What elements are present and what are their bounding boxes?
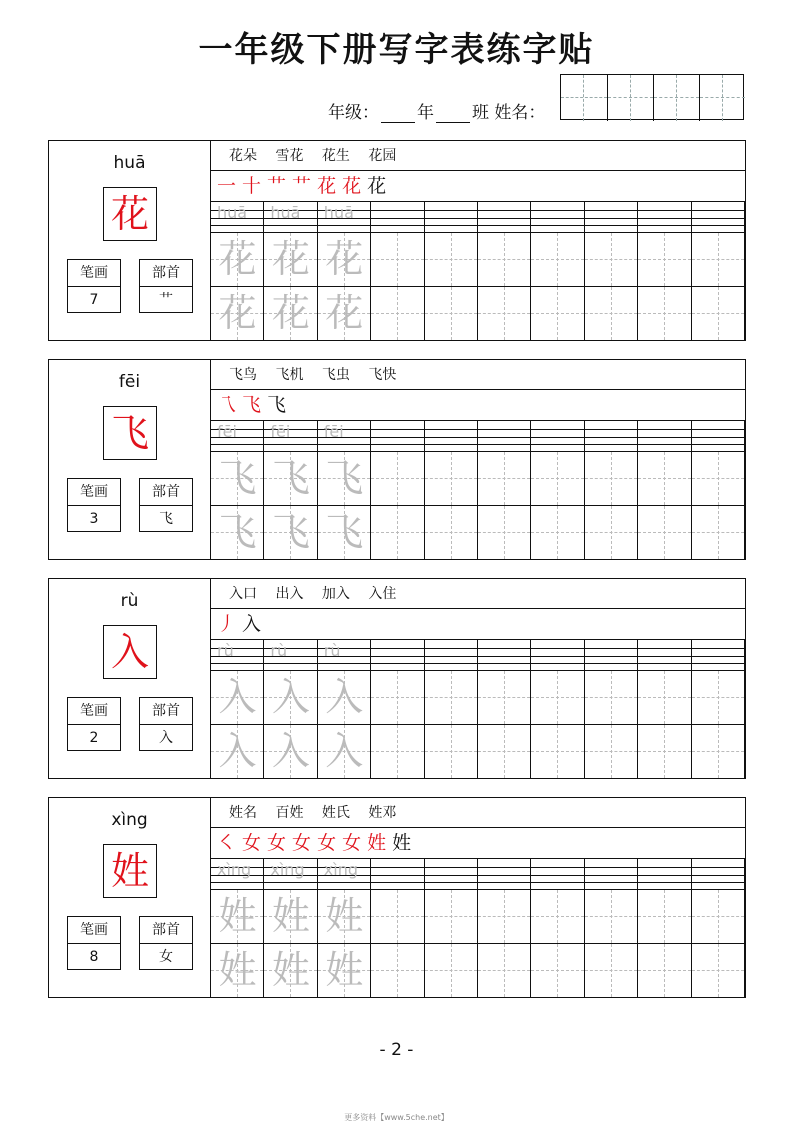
radical-label: 部首 (140, 260, 192, 287)
tian-grid-cell[interactable] (692, 724, 744, 778)
pinyin-practice-row[interactable] (211, 421, 263, 451)
practice-column[interactable] (478, 202, 531, 340)
tian-grid-cell[interactable] (264, 505, 316, 559)
practice-column[interactable] (531, 421, 584, 559)
character-block (48, 140, 746, 341)
tian-grid-cell[interactable] (531, 505, 583, 559)
tian-grid-cell[interactable] (638, 451, 690, 505)
tian-grid-cell[interactable] (585, 724, 637, 778)
tian-grid-cell[interactable] (425, 451, 477, 505)
pinyin-practice-row[interactable] (531, 421, 583, 451)
pinyin-practice-row[interactable] (318, 202, 370, 232)
tian-grid-cell[interactable] (318, 505, 370, 559)
tian-grid-cell[interactable] (585, 670, 637, 724)
practice-column[interactable] (692, 640, 745, 778)
trace-pinyin: xìng (323, 860, 359, 879)
trace-pinyin: rù (270, 641, 288, 660)
trace-pinyin: huā (270, 203, 301, 222)
pinyin-practice-row[interactable] (318, 859, 370, 889)
practice-column[interactable] (264, 640, 317, 778)
tian-grid-cell[interactable] (211, 451, 263, 505)
model-character: 姓 (103, 844, 157, 898)
pinyin-practice-row[interactable] (531, 202, 583, 232)
example-words: 入口 出入 加入 入住 (211, 579, 745, 609)
practice-column[interactable] (638, 640, 691, 778)
radical-value: 女 (159, 949, 173, 965)
name-cell[interactable] (653, 75, 699, 121)
tian-grid-cell[interactable] (531, 943, 583, 997)
name-label: 姓名： (494, 103, 546, 123)
practice-column[interactable] (318, 640, 371, 778)
student-info (328, 98, 545, 123)
tian-grid-cell[interactable] (211, 943, 263, 997)
pinyin-practice-row[interactable] (211, 859, 263, 889)
char-info-panel (49, 360, 211, 559)
tian-grid-cell[interactable] (425, 232, 477, 286)
stroke-count-box (67, 697, 121, 751)
tian-grid-cell[interactable] (211, 724, 263, 778)
model-character: 飞 (103, 406, 157, 460)
trace-character: 姓 (271, 948, 310, 992)
trace-character: 姓 (271, 894, 310, 938)
tian-grid-cell[interactable] (478, 232, 530, 286)
pinyin-practice-row[interactable] (318, 640, 370, 670)
trace-pinyin: xìng (270, 860, 305, 879)
stroke-count-value: 3 (89, 511, 99, 527)
stroke-step: 女 (342, 832, 362, 854)
tian-grid-cell[interactable] (425, 724, 477, 778)
tian-grid-cell[interactable] (211, 889, 263, 943)
practice-grid (211, 421, 745, 559)
stroke-count-box (67, 916, 121, 970)
stroke-order-row (211, 390, 745, 421)
practice-column[interactable] (318, 859, 371, 997)
tian-grid-cell[interactable] (692, 505, 744, 559)
pinyin-practice-row[interactable] (371, 640, 423, 670)
tian-grid-cell[interactable] (318, 670, 370, 724)
tian-grid-cell[interactable] (478, 724, 530, 778)
stroke-step: 女 (242, 832, 262, 854)
tian-grid-cell[interactable] (478, 889, 530, 943)
name-cell[interactable] (699, 75, 745, 121)
trace-pinyin: fēi (270, 422, 291, 441)
tian-grid-cell[interactable] (692, 889, 744, 943)
practice-grid (211, 859, 745, 997)
practice-column[interactable] (638, 421, 691, 559)
tian-grid-cell[interactable] (371, 232, 423, 286)
stroke-step: 乁 (217, 394, 237, 416)
practice-column[interactable] (531, 202, 584, 340)
tian-grid-cell[interactable] (264, 724, 316, 778)
pinyin-practice-row[interactable] (692, 421, 744, 451)
pinyin-practice-row[interactable] (478, 859, 530, 889)
practice-column[interactable] (425, 859, 478, 997)
tian-grid-cell[interactable] (638, 943, 690, 997)
pinyin-practice-row[interactable] (638, 202, 690, 232)
tian-grid-cell[interactable] (371, 724, 423, 778)
practice-column[interactable] (638, 859, 691, 997)
stroke-step: 艹 (267, 175, 287, 197)
practice-column[interactable] (425, 640, 478, 778)
practice-column[interactable] (211, 640, 264, 778)
stroke-step: 飞 (267, 394, 287, 416)
stroke-step: 飞 (242, 394, 262, 416)
tian-grid-cell[interactable] (425, 286, 477, 340)
practice-column[interactable] (371, 859, 424, 997)
trace-character: 飞 (218, 456, 257, 500)
tian-grid-cell[interactable] (264, 451, 316, 505)
model-character: 入 (103, 625, 157, 679)
practice-column[interactable] (478, 640, 531, 778)
trace-character: 花 (325, 291, 364, 335)
tian-grid-cell[interactable] (264, 232, 316, 286)
pinyin-practice-row[interactable] (318, 421, 370, 451)
stroke-step: ㇛ (217, 832, 237, 854)
tian-grid-cell[interactable] (531, 451, 583, 505)
practice-column[interactable] (211, 421, 264, 559)
pinyin-practice-row[interactable] (531, 640, 583, 670)
page-title: 一年级下册写字表练字贴 (198, 30, 595, 70)
name-cell[interactable] (607, 75, 653, 121)
tian-grid-cell[interactable] (371, 670, 423, 724)
tian-grid-cell[interactable] (478, 670, 530, 724)
tian-grid-cell[interactable] (478, 286, 530, 340)
pinyin-practice-row[interactable] (638, 859, 690, 889)
name-cell[interactable] (561, 75, 607, 121)
trace-pinyin: huā (217, 203, 248, 222)
trace-character: 飞 (271, 456, 310, 500)
stroke-count-box (67, 478, 121, 532)
tian-grid-cell[interactable] (318, 889, 370, 943)
tian-grid-cell[interactable] (638, 724, 690, 778)
pinyin-practice-row[interactable] (478, 202, 530, 232)
trace-pinyin: huā (323, 203, 354, 222)
tian-grid-cell[interactable] (318, 724, 370, 778)
stroke-order-row (211, 609, 745, 640)
radical-box (139, 697, 193, 751)
tian-grid-cell[interactable] (692, 943, 744, 997)
tian-grid-cell[interactable] (638, 670, 690, 724)
trace-character: 入 (325, 675, 364, 719)
character-block (48, 578, 746, 779)
tian-grid-cell[interactable] (425, 670, 477, 724)
example-words: 飞鸟 飞机 飞虫 飞快 (211, 360, 745, 390)
practice-grid (211, 202, 745, 340)
tian-grid-cell[interactable] (692, 451, 744, 505)
stroke-count-value: 2 (89, 730, 99, 746)
pinyin-practice-row[interactable] (425, 202, 477, 232)
pinyin-practice-row[interactable] (264, 202, 316, 232)
example-words: 花朵 雪花 花生 花园 (211, 141, 745, 171)
trace-character: 花 (271, 291, 310, 335)
pinyin: xìng (111, 810, 148, 830)
trace-character: 花 (325, 237, 364, 281)
grade-label: 年级： (328, 103, 379, 123)
practice-column[interactable] (478, 421, 531, 559)
trace-character: 花 (218, 291, 257, 335)
tian-grid-cell[interactable] (638, 232, 690, 286)
pinyin-practice-row[interactable] (478, 640, 530, 670)
stroke-step: 女 (267, 832, 287, 854)
radical-value: 艹 (159, 292, 173, 308)
practice-column[interactable] (692, 202, 745, 340)
character-block (48, 359, 746, 560)
tian-grid-cell[interactable] (638, 505, 690, 559)
pinyin-practice-row[interactable] (425, 640, 477, 670)
stroke-count-value: 7 (89, 292, 99, 308)
practice-column[interactable] (585, 640, 638, 778)
char-info-panel (49, 798, 211, 997)
tian-grid-cell[interactable] (264, 286, 316, 340)
tian-grid-cell[interactable] (531, 232, 583, 286)
stroke-step: 入 (242, 613, 262, 635)
class-blank[interactable] (436, 106, 470, 123)
tian-grid-cell[interactable] (264, 889, 316, 943)
radical-label: 部首 (140, 479, 192, 506)
tian-grid-cell[interactable] (531, 724, 583, 778)
grade-blank[interactable] (381, 106, 415, 123)
tian-grid-cell[interactable] (264, 943, 316, 997)
pinyin-practice-row[interactable] (371, 859, 423, 889)
tian-grid-cell[interactable] (585, 451, 637, 505)
pinyin-practice-row[interactable] (478, 421, 530, 451)
trace-character: 入 (218, 729, 257, 773)
pinyin: fēi (118, 372, 141, 392)
stroke-step: 丿 (217, 613, 237, 635)
practice-column[interactable] (318, 421, 371, 559)
tian-grid-cell[interactable] (425, 505, 477, 559)
pinyin-practice-row[interactable] (692, 859, 744, 889)
tian-grid-cell[interactable] (318, 232, 370, 286)
tian-grid-cell[interactable] (211, 232, 263, 286)
pinyin: rù (120, 591, 139, 611)
stroke-step: 花 (342, 175, 362, 197)
stroke-count-label: 笔画 (68, 698, 120, 725)
trace-character: 姓 (325, 948, 364, 992)
pinyin-practice-row[interactable] (371, 421, 423, 451)
stroke-count-label: 笔画 (68, 260, 120, 287)
tian-grid-cell[interactable] (692, 232, 744, 286)
trace-character: 姓 (218, 948, 257, 992)
pinyin-practice-row[interactable] (264, 859, 316, 889)
pinyin-practice-row[interactable] (425, 859, 477, 889)
pinyin-practice-row[interactable] (585, 202, 637, 232)
stroke-count-label: 笔画 (68, 917, 120, 944)
trace-character: 入 (325, 729, 364, 773)
tian-grid-cell[interactable] (531, 889, 583, 943)
tian-grid-cell[interactable] (585, 232, 637, 286)
trace-pinyin: rù (217, 641, 234, 660)
practice-column[interactable] (264, 859, 317, 997)
pinyin-practice-row[interactable] (264, 421, 316, 451)
trace-character: 姓 (218, 894, 257, 938)
radical-value: 飞 (159, 511, 173, 527)
stroke-step: 姓 (367, 832, 387, 854)
tian-grid-cell[interactable] (692, 670, 744, 724)
stroke-step: 姓 (392, 832, 412, 854)
tian-grid-cell[interactable] (531, 286, 583, 340)
pinyin-practice-row[interactable] (638, 421, 690, 451)
stroke-step: 一 (217, 175, 237, 197)
tian-grid-cell[interactable] (638, 889, 690, 943)
tian-grid-cell[interactable] (371, 943, 423, 997)
class-label: 班 (472, 103, 489, 123)
pinyin-practice-row[interactable] (692, 640, 744, 670)
pinyin-practice-row[interactable] (264, 640, 316, 670)
tian-grid-cell[interactable] (478, 451, 530, 505)
pinyin-practice-row[interactable] (585, 640, 637, 670)
page-number: - 2 - (379, 1040, 414, 1060)
stroke-step: 艹 (292, 175, 312, 197)
tian-grid-cell[interactable] (692, 286, 744, 340)
pinyin-practice-row[interactable] (585, 421, 637, 451)
name-writing-grid[interactable] (560, 74, 744, 120)
trace-character: 入 (271, 729, 310, 773)
stroke-step: 花 (367, 175, 387, 197)
practice-column[interactable] (211, 202, 264, 340)
tian-grid-cell[interactable] (371, 505, 423, 559)
trace-pinyin: xìng (217, 860, 252, 879)
practice-column[interactable] (425, 202, 478, 340)
stroke-count-label: 笔画 (68, 479, 120, 506)
pinyin-practice-row[interactable] (371, 202, 423, 232)
radical-value: 入 (159, 730, 173, 746)
trace-pinyin: fēi (217, 422, 237, 441)
tian-grid-cell[interactable] (211, 670, 263, 724)
trace-character: 飞 (325, 510, 364, 554)
trace-character: 飞 (271, 510, 310, 554)
practice-column[interactable] (692, 859, 745, 997)
trace-character: 入 (218, 675, 257, 719)
trace-character: 飞 (218, 510, 257, 554)
practice-column[interactable] (585, 421, 638, 559)
tian-grid-cell[interactable] (211, 505, 263, 559)
tian-grid-cell[interactable] (425, 943, 477, 997)
practice-column[interactable] (585, 859, 638, 997)
tian-grid-cell[interactable] (425, 889, 477, 943)
tian-grid-cell[interactable] (585, 286, 637, 340)
trace-character: 花 (218, 237, 257, 281)
pinyin-practice-row[interactable] (425, 421, 477, 451)
trace-pinyin: fēi (323, 422, 344, 441)
tian-grid-cell[interactable] (318, 286, 370, 340)
radical-label: 部首 (140, 698, 192, 725)
practice-column[interactable] (478, 859, 531, 997)
tian-grid-cell[interactable] (211, 286, 263, 340)
pinyin-practice-row[interactable] (692, 202, 744, 232)
year-label: 年 (417, 103, 434, 123)
model-character: 花 (103, 187, 157, 241)
practice-column[interactable] (638, 202, 691, 340)
trace-character: 飞 (325, 456, 364, 500)
practice-column[interactable] (585, 202, 638, 340)
radical-box (139, 916, 193, 970)
tian-grid-cell[interactable] (585, 889, 637, 943)
trace-character: 姓 (325, 894, 364, 938)
tian-grid-cell[interactable] (318, 451, 370, 505)
radical-label: 部首 (140, 917, 192, 944)
stroke-step: 花 (317, 175, 337, 197)
pinyin-practice-row[interactable] (211, 640, 263, 670)
tian-grid-cell[interactable] (585, 505, 637, 559)
stroke-step: 女 (317, 832, 337, 854)
tian-grid-cell[interactable] (585, 943, 637, 997)
practice-column[interactable] (425, 421, 478, 559)
practice-column[interactable] (211, 859, 264, 997)
tian-grid-cell[interactable] (478, 505, 530, 559)
char-info-panel (49, 141, 211, 340)
practice-column[interactable] (531, 640, 584, 778)
stroke-step: 十 (242, 175, 262, 197)
radical-box (139, 259, 193, 313)
practice-grid (211, 640, 745, 778)
practice-column[interactable] (371, 421, 424, 559)
pinyin-practice-row[interactable] (211, 202, 263, 232)
tian-grid-cell[interactable] (638, 286, 690, 340)
practice-column[interactable] (318, 202, 371, 340)
tian-grid-cell[interactable] (371, 451, 423, 505)
stroke-step: 女 (292, 832, 312, 854)
practice-column[interactable] (371, 640, 424, 778)
stroke-order-row (211, 171, 745, 202)
pinyin-practice-row[interactable] (531, 859, 583, 889)
example-words: 姓名 百姓 姓氏 姓邓 (211, 798, 745, 828)
character-block (48, 797, 746, 998)
pinyin: huā (113, 153, 146, 173)
practice-column[interactable] (692, 421, 745, 559)
practice-column[interactable] (371, 202, 424, 340)
tian-grid-cell[interactable] (371, 286, 423, 340)
trace-pinyin: rù (323, 641, 341, 660)
tian-grid-cell[interactable] (371, 889, 423, 943)
stroke-order-row (211, 828, 745, 859)
radical-box (139, 478, 193, 532)
trace-character: 花 (271, 237, 310, 281)
pinyin-practice-row[interactable] (638, 640, 690, 670)
tian-grid-cell[interactable] (264, 670, 316, 724)
tian-grid-cell[interactable] (478, 943, 530, 997)
tian-grid-cell[interactable] (318, 943, 370, 997)
stroke-count-box (67, 259, 121, 313)
footer-text: 更多资料【www.5che.net】 (344, 1113, 449, 1122)
pinyin-practice-row[interactable] (585, 859, 637, 889)
practice-column[interactable] (531, 859, 584, 997)
stroke-count-value: 8 (89, 949, 99, 965)
practice-column[interactable] (264, 202, 317, 340)
practice-column[interactable] (264, 421, 317, 559)
tian-grid-cell[interactable] (531, 670, 583, 724)
trace-character: 入 (271, 675, 310, 719)
char-info-panel (49, 579, 211, 778)
